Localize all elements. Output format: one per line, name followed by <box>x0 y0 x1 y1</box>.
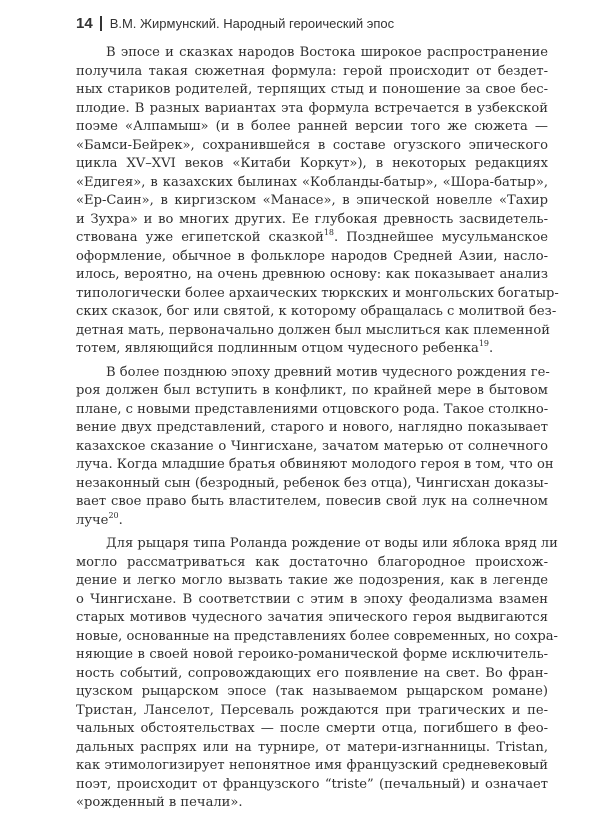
line-text: цикла XV–XVI веков «Китаби Коркут»), в некоторых редакциях <box>76 156 548 171</box>
text-line <box>76 572 548 591</box>
text-line <box>76 285 559 304</box>
text-line <box>76 776 548 795</box>
line-text: незаконный сын (безродный, ребенок без отца), Чингисхан доказы- <box>76 475 549 491</box>
line-text: луча. Когда младшие братья обвиняют молодого героя в том, что он <box>76 457 554 472</box>
line-text: старых мотивов чудесного зачатия эпического героя выдвигаются <box>76 610 548 625</box>
text-line <box>76 340 548 359</box>
line-text: плодие. В разных вариантах эта формула встречается в узбекской <box>76 100 548 116</box>
line-text: типологически более архаических тюркских и монгольских богатыр- <box>76 285 559 301</box>
text-line <box>76 248 548 267</box>
line-text: «Бамси-Бейрек», сохранившейся в составе огузского эпического <box>76 137 548 153</box>
line-text: могло рассматриваться как достаточно благородное происхож- <box>76 554 548 570</box>
text-line <box>76 401 548 420</box>
text-line <box>76 554 548 573</box>
text-line <box>76 229 548 248</box>
paragraph <box>76 364 554 531</box>
footnote-ref: 18 <box>323 228 334 237</box>
line-text: новые, основанные на представлениях более современных, но сохра- <box>76 628 558 644</box>
line-text: Для рыцаря типа Роланда рождение от воды или яблока вряд ли <box>106 536 558 551</box>
text-line <box>76 720 548 739</box>
line-text: поэт, происходит от французского “triste” (печальный) и означает <box>76 776 548 792</box>
line-text: и Зухра» и во многих других. Ее глубокая древность засвидетель- <box>76 211 548 227</box>
footnote-ref: 20 <box>108 510 119 520</box>
text-line <box>76 364 548 383</box>
line-text: ных стариков родителей, терпящих стыд и поношение за свое бес- <box>76 82 548 97</box>
text-line <box>76 118 548 137</box>
line-text: оформление, обычное в фольклоре народов Средней Азии, насло- <box>76 248 548 264</box>
text-line <box>76 382 548 401</box>
line-text-after: . <box>118 512 123 528</box>
line-text: тотем, являющийся подлинным отцом чудесного ребенка <box>76 341 479 356</box>
line-text: «Едигея», в казахских былинах «Кобланды-батыр», «Шора-батыр», <box>76 174 548 190</box>
text-line <box>76 475 548 494</box>
header-separator <box>100 16 102 31</box>
text-line <box>76 456 554 475</box>
text-line <box>76 44 548 63</box>
line-text: вает свое право быть властителем, повесив свой лук на солнечном <box>76 494 548 509</box>
text-line <box>76 493 548 512</box>
text-line <box>76 211 548 230</box>
running-title: В.М. Жирмунский. Народный героический эпос <box>109 15 395 31</box>
page-number: 14 <box>76 14 93 32</box>
text-line <box>76 266 548 285</box>
paragraph <box>76 44 559 359</box>
text-line <box>76 303 557 322</box>
line-text: илось, вероятно, на очень древнюю основу: как показывает анализ <box>76 267 548 282</box>
line-text: цузском рыцарском эпосе (так называемом рыцарском романе) <box>76 684 548 699</box>
line-text: о Чингисхане. В соответствии с этим в эпоху феодализма взамен <box>76 591 548 607</box>
line-text: няющие в своей новой героико-романической форме исключитель- <box>76 647 548 662</box>
text-line <box>76 591 548 610</box>
body-text <box>76 44 559 818</box>
line-text: «Ер-Саин», в киргизском «Манасе», в эпической новелле «Тахир <box>76 193 548 208</box>
text-line <box>76 794 548 813</box>
line-text: ских сказок, бог или святой, к которому обращалась с молитвой без- <box>76 304 557 319</box>
line-text: вение двух представлений, старого и нового, наглядно показывает <box>76 420 548 435</box>
line-text: Тристан, Ланселот, Персеваль рождаются при трагических и пе- <box>76 702 548 718</box>
text-line <box>76 438 548 457</box>
line-text: как этимологизирует непонятное имя французский средневековый <box>76 758 548 773</box>
line-text: плане, с новыми представлениями отцовского рода. Такое столкно- <box>76 401 549 417</box>
paragraph <box>76 535 558 813</box>
text-line <box>76 81 548 100</box>
line-text: луче <box>76 512 109 528</box>
text-line <box>76 739 548 758</box>
text-line <box>76 100 548 119</box>
footnote-ref: 19 <box>478 339 490 348</box>
page-header <box>76 12 394 34</box>
line-text: чальных обстоятельствах — после смерти отца, погибшего в фео- <box>76 721 548 736</box>
text-line <box>76 683 548 702</box>
text-line <box>76 702 548 721</box>
line-text: роя должен был вступить в конфликт, по крайней мере в бытовом <box>76 383 548 398</box>
line-text: детная мать, первоначально должен был мыслиться как племенной <box>76 322 550 338</box>
line-text: дение и легко могло вызвать такие же подозрения, как в легенде <box>76 573 548 588</box>
text-line <box>76 155 548 174</box>
line-text: получила такая сюжетная формула: герой происходит от бездет- <box>76 63 548 79</box>
line-text: казахское сказание о Чингисхане, зачатом матерью от солнечного <box>76 438 548 454</box>
text-line <box>76 757 548 776</box>
text-line <box>76 535 558 554</box>
text-line <box>76 63 548 82</box>
line-text-after: . Позднейшее мусульманское <box>334 230 548 245</box>
line-text-after: . <box>489 341 494 356</box>
line-text: ность событий, сопровождающих его появление на свет. Во фран- <box>76 665 548 681</box>
text-line <box>76 628 558 647</box>
text-line <box>76 192 548 211</box>
text-line <box>76 646 548 665</box>
text-line <box>76 609 548 628</box>
text-line <box>76 419 548 438</box>
text-line <box>76 174 548 193</box>
line-text: дальных распрях или на турнире, от матери-изгнанницы. Tristan, <box>76 739 548 755</box>
text-line <box>76 512 548 531</box>
line-text: В эпосе и сказках народов Востока широкое распространение <box>106 45 548 60</box>
text-line <box>76 322 548 341</box>
line-text: «рожденный в печали». <box>76 795 243 810</box>
line-text: ствована уже египетской сказкой <box>76 230 324 245</box>
text-line <box>76 665 548 684</box>
line-text: В более позднюю эпоху древний мотив чудесного рождения ге- <box>106 364 550 380</box>
text-line <box>76 137 548 156</box>
line-text: поэме «Алпамыш» (и в более ранней версии того же сюжета — <box>76 119 548 134</box>
